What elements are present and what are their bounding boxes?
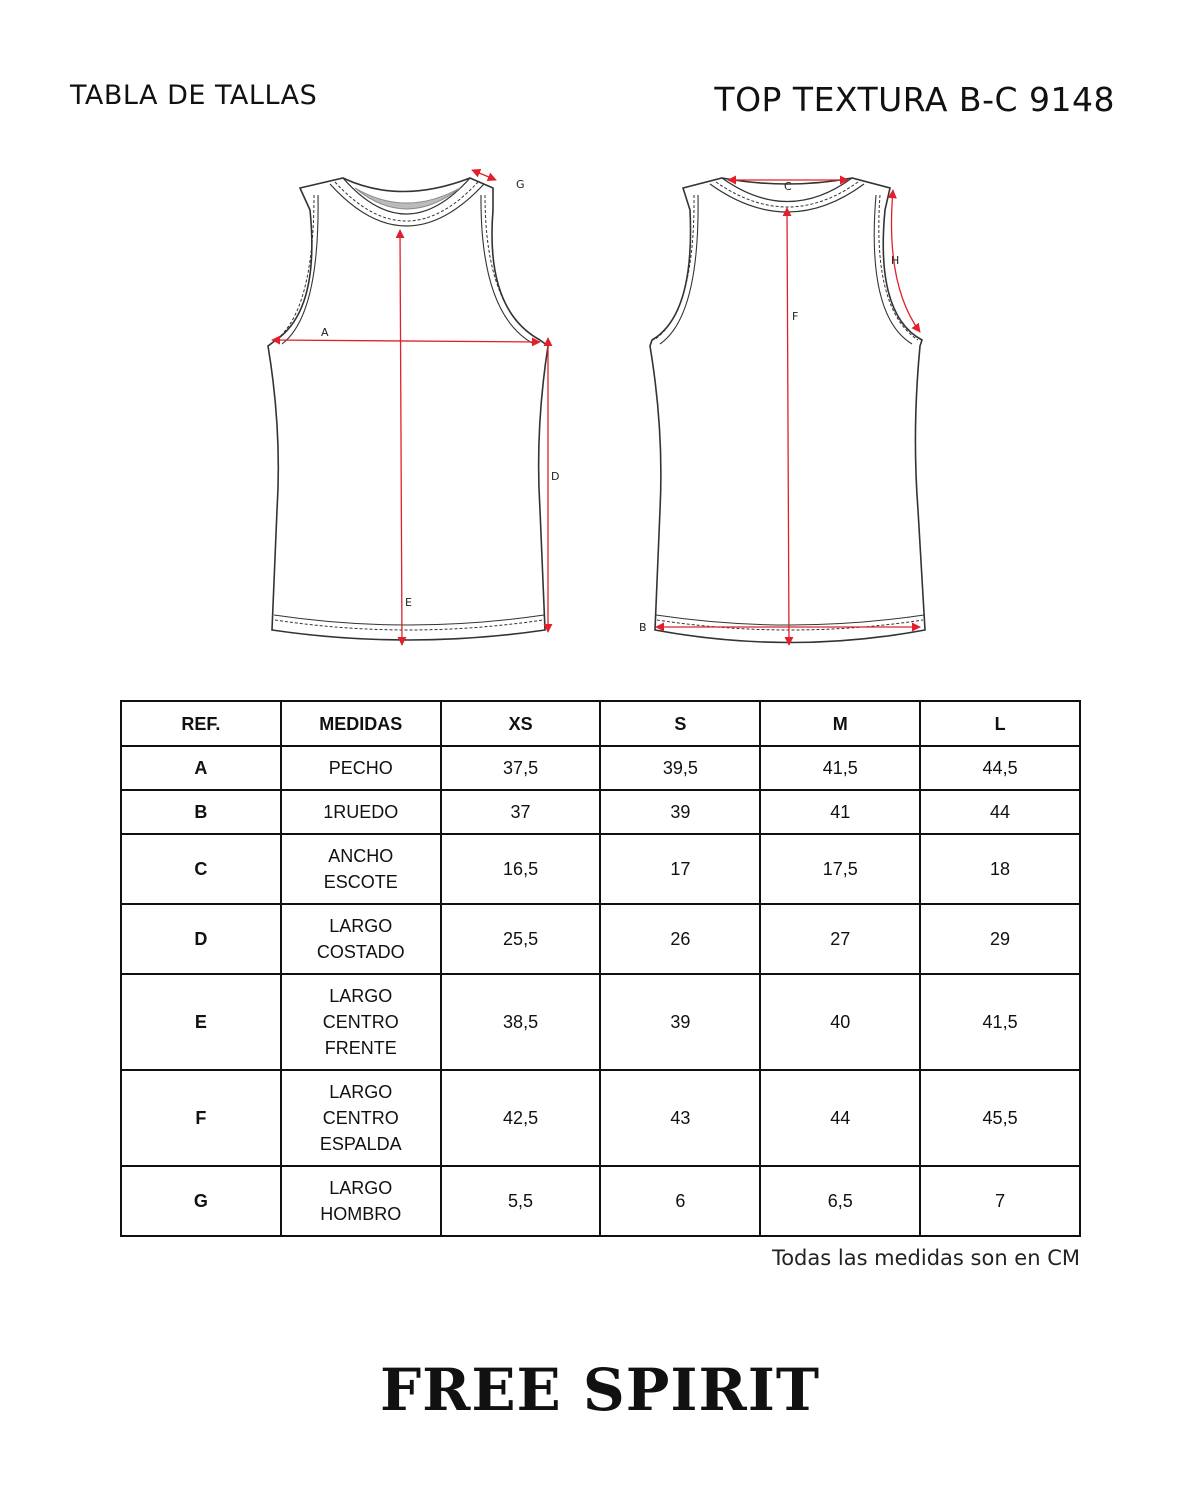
garment-diagrams (0, 150, 1200, 670)
xs-cell: 25,5 (441, 904, 601, 974)
s-cell: 39,5 (600, 746, 760, 790)
header-l: L (920, 701, 1080, 746)
brand-logo: FREE SPIRIT (379, 1356, 821, 1424)
m-cell: 44 (760, 1070, 920, 1166)
label-b: B (639, 621, 647, 634)
l-cell: 29 (920, 904, 1080, 974)
product-title: TOP TEXTURA B-C 9148 (714, 80, 1115, 119)
label-c: C (784, 180, 792, 193)
s-cell: 6 (600, 1166, 760, 1236)
medida-cell: PECHO (281, 746, 441, 790)
s-cell: 17 (600, 834, 760, 904)
m-cell: 6,5 (760, 1166, 920, 1236)
medida-cell: LARGO CENTRO FRENTE (281, 974, 441, 1070)
l-cell: 18 (920, 834, 1080, 904)
s-cell: 39 (600, 790, 760, 834)
m-cell: 27 (760, 904, 920, 974)
ref-cell: E (121, 974, 281, 1070)
xs-cell: 16,5 (441, 834, 601, 904)
front-view (268, 178, 548, 640)
table-row (121, 1166, 1080, 1236)
l-cell: 45,5 (920, 1070, 1080, 1166)
header-s: S (600, 701, 760, 746)
l-cell: 41,5 (920, 974, 1080, 1070)
label-g: G (516, 178, 525, 191)
header-ref: REF. (121, 701, 281, 746)
s-cell: 39 (600, 974, 760, 1070)
table-row (121, 904, 1080, 974)
ref-cell: G (121, 1166, 281, 1236)
size-chart-title: TABLA DE TALLAS (70, 80, 318, 111)
medida-cell: 1RUEDO (281, 790, 441, 834)
table-row (121, 834, 1080, 904)
table-row (121, 790, 1080, 834)
s-cell: 26 (600, 904, 760, 974)
header-m: M (760, 701, 920, 746)
header-xs: XS (441, 701, 601, 746)
ref-cell: A (121, 746, 281, 790)
l-cell: 44,5 (920, 746, 1080, 790)
xs-cell: 42,5 (441, 1070, 601, 1166)
label-e: E (405, 596, 412, 609)
table-row (121, 1070, 1080, 1166)
l-cell: 7 (920, 1166, 1080, 1236)
table-header-row (121, 701, 1080, 746)
units-note: Todas las medidas son en CM (771, 1246, 1080, 1270)
label-f: F (792, 310, 799, 323)
xs-cell: 37,5 (441, 746, 601, 790)
medida-cell: LARGO CENTRO ESPALDA (281, 1070, 441, 1166)
header-medidas: MEDIDAS (281, 701, 441, 746)
measurement-lines (272, 170, 920, 645)
table-row (121, 974, 1080, 1070)
medida-cell: LARGO HOMBRO (281, 1166, 441, 1236)
size-table (120, 700, 1081, 1237)
ref-cell: F (121, 1070, 281, 1166)
ref-cell: B (121, 790, 281, 834)
m-cell: 40 (760, 974, 920, 1070)
table-row (121, 746, 1080, 790)
label-d: D (551, 470, 560, 483)
s-cell: 43 (600, 1070, 760, 1166)
xs-cell: 37 (441, 790, 601, 834)
ref-cell: C (121, 834, 281, 904)
label-a: A (321, 326, 329, 339)
l-cell: 44 (920, 790, 1080, 834)
ref-cell: D (121, 904, 281, 974)
m-cell: 17,5 (760, 834, 920, 904)
medida-cell: LARGO COSTADO (281, 904, 441, 974)
m-cell: 41 (760, 790, 920, 834)
xs-cell: 5,5 (441, 1166, 601, 1236)
m-cell: 41,5 (760, 746, 920, 790)
medida-cell: ANCHO ESCOTE (281, 834, 441, 904)
label-h: H (891, 254, 900, 267)
xs-cell: 38,5 (441, 974, 601, 1070)
